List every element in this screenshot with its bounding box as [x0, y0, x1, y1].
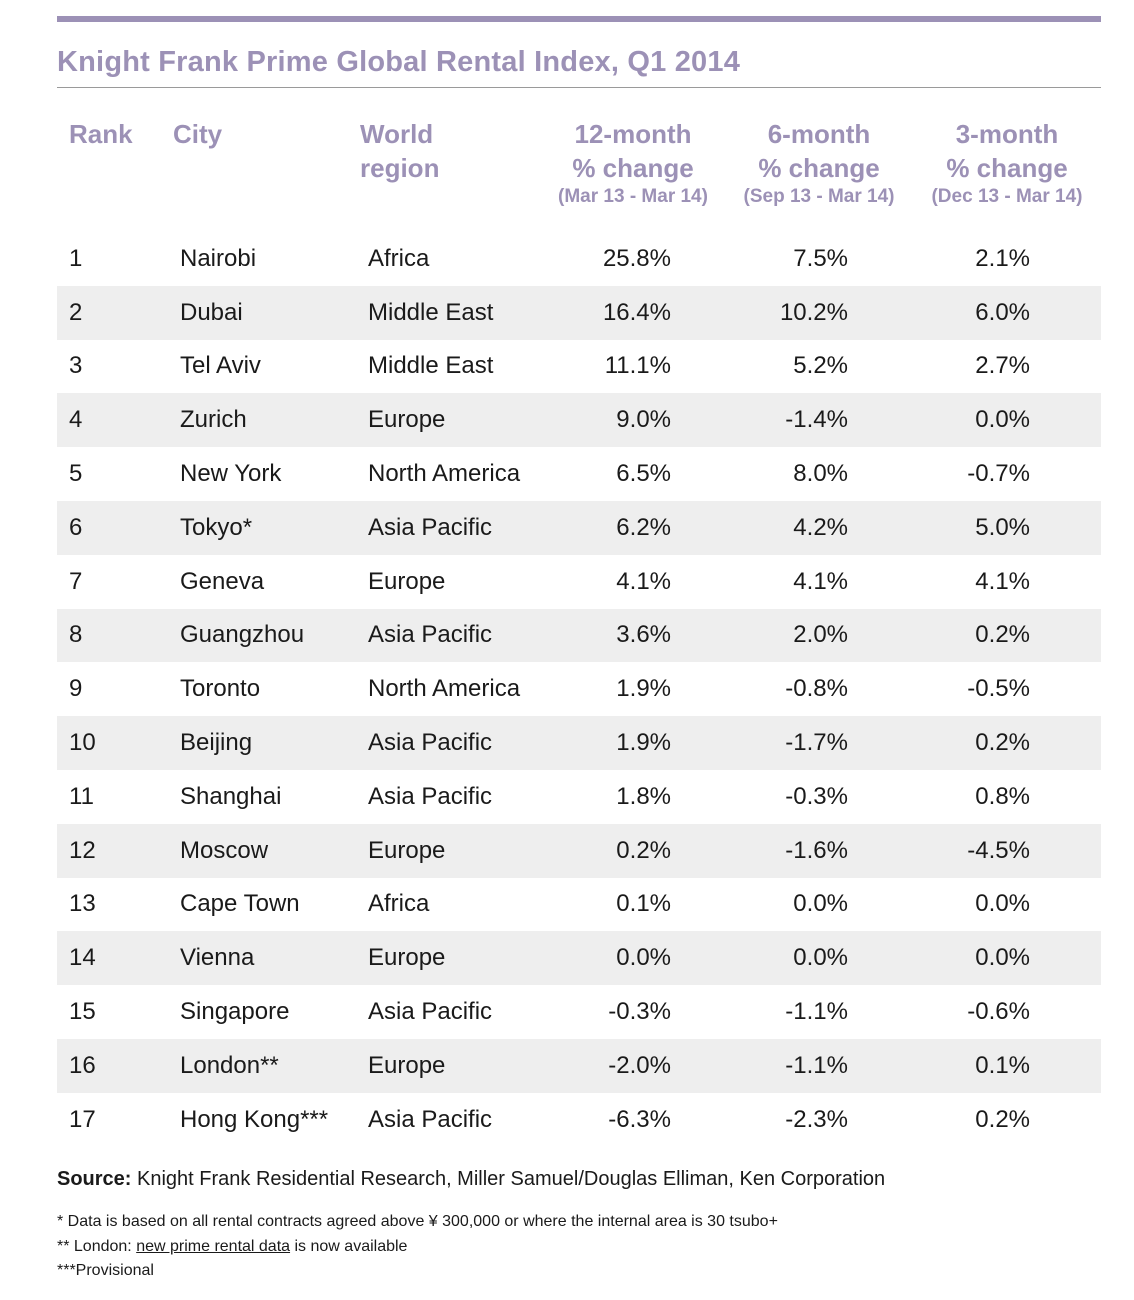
- cell-12-month-change: 25.8%: [602, 244, 671, 272]
- cell-3-month-change: 5.0%: [975, 513, 1030, 541]
- table-row: [57, 878, 1101, 932]
- cell-3-month-change: 0.8%: [975, 782, 1030, 810]
- cell-6-month-change: -0.3%: [785, 782, 848, 810]
- cell-12-month-change: 11.1%: [604, 352, 671, 380]
- cell-city: Geneva: [180, 567, 265, 595]
- cell-12-month-change: 1.9%: [616, 729, 671, 757]
- cell-3-month-change: -0.6%: [967, 998, 1030, 1026]
- header-3-range: (Dec 13 - Mar 14): [931, 186, 1083, 207]
- header-3-line2: % change: [946, 153, 1068, 183]
- source-note: [57, 1168, 885, 1191]
- cell-city: Cape Town: [180, 890, 300, 918]
- cell-region: Middle East: [368, 298, 494, 326]
- cell-3-month-change: 0.0%: [975, 406, 1030, 434]
- table-row: [57, 340, 1101, 394]
- page-title: Knight Frank Prime Global Rental Index, Q1 2014: [57, 46, 741, 78]
- cell-rank: 12: [69, 836, 96, 864]
- cell-3-month-change: -0.5%: [967, 675, 1030, 703]
- cell-region: Europe: [368, 1051, 446, 1079]
- cell-6-month-change: 0.0%: [793, 944, 848, 972]
- cell-6-month-change: -1.1%: [785, 1051, 848, 1079]
- cell-region: Europe: [368, 567, 446, 595]
- cell-6-month-change: 10.2%: [779, 298, 848, 326]
- cell-3-month-change: 0.0%: [975, 944, 1030, 972]
- cell-city: Toronto: [180, 675, 261, 703]
- cell-12-month-change: -6.3%: [608, 1105, 671, 1133]
- cell-region: Europe: [368, 406, 446, 434]
- cell-city: Hong Kong***: [180, 1105, 329, 1133]
- cell-6-month-change: 4.2%: [793, 513, 848, 541]
- cell-12-month-change: 4.1%: [616, 567, 671, 595]
- cell-3-month-change: -4.5%: [967, 836, 1030, 864]
- cell-rank: 3: [69, 352, 83, 380]
- cell-rank: 14: [69, 944, 96, 972]
- cell-12-month-change: 0.1%: [616, 890, 671, 918]
- cell-city: Nairobi: [180, 244, 257, 272]
- title-divider: [57, 87, 1101, 88]
- cell-rank: 11: [69, 782, 94, 810]
- rental-index-table: [57, 232, 1101, 1147]
- cell-6-month-change: 4.1%: [793, 567, 848, 595]
- cell-6-month-change: 5.2%: [793, 352, 848, 380]
- table-row: [57, 1093, 1101, 1147]
- cell-12-month-change: 0.2%: [616, 836, 671, 864]
- cell-6-month-change: 7.5%: [793, 244, 848, 272]
- header-region-line1: World: [360, 119, 434, 149]
- cell-3-month-change: 0.2%: [975, 621, 1030, 649]
- cell-rank: 8: [69, 621, 83, 649]
- cell-city: Guangzhou: [180, 621, 305, 649]
- header-12-month: [550, 117, 716, 209]
- header-3-month: [924, 117, 1090, 209]
- cell-city: Singapore: [180, 998, 290, 1026]
- cell-region: North America: [368, 675, 521, 703]
- table-row: [57, 985, 1101, 1039]
- cell-region: Asia Pacific: [368, 513, 493, 541]
- header-6-line2: % change: [758, 153, 880, 183]
- cell-6-month-change: -1.1%: [785, 998, 848, 1026]
- cell-12-month-change: 6.5%: [616, 460, 671, 488]
- cell-rank: 16: [69, 1051, 96, 1079]
- cell-12-month-change: 3.6%: [616, 621, 671, 649]
- header-region: [360, 117, 439, 185]
- cell-rank: 6: [69, 513, 83, 541]
- cell-rank: 15: [69, 998, 96, 1026]
- cell-city: Dubai: [180, 298, 243, 326]
- cell-6-month-change: -0.8%: [785, 675, 848, 703]
- cell-region: Asia Pacific: [368, 998, 493, 1026]
- cell-rank: 5: [69, 460, 83, 488]
- cell-city: Tokyo*: [180, 513, 253, 541]
- cell-12-month-change: 0.0%: [616, 944, 671, 972]
- cell-6-month-change: -1.6%: [785, 836, 848, 864]
- cell-rank: 13: [69, 890, 96, 918]
- table-row: [57, 931, 1101, 985]
- cell-12-month-change: -2.0%: [608, 1051, 671, 1079]
- header-12-line1: 12-month: [574, 119, 692, 149]
- table-row: [57, 555, 1101, 609]
- cell-6-month-change: -1.4%: [785, 406, 848, 434]
- header-city: City: [173, 119, 223, 149]
- table-row: [57, 1039, 1101, 1093]
- cell-12-month-change: 16.4%: [602, 298, 671, 326]
- cell-12-month-change: 9.0%: [616, 406, 671, 434]
- header-6-line1: 6-month: [767, 119, 871, 149]
- table-row: [57, 393, 1101, 447]
- cell-6-month-change: -1.7%: [785, 729, 848, 757]
- cell-region: North America: [368, 460, 521, 488]
- cell-3-month-change: -0.7%: [967, 460, 1030, 488]
- cell-region: Asia Pacific: [368, 729, 493, 757]
- header-rank: Rank: [69, 119, 133, 149]
- table-row: [57, 824, 1101, 878]
- header-region-line2: region: [360, 153, 440, 183]
- cell-rank: 1: [69, 244, 83, 272]
- cell-city: Moscow: [180, 836, 269, 864]
- cell-6-month-change: 2.0%: [793, 621, 848, 649]
- top-rule: [57, 16, 1101, 22]
- source-label: Source:: [57, 1168, 132, 1190]
- table-row: [57, 232, 1101, 286]
- cell-rank: 17: [69, 1105, 96, 1133]
- header-6-range: (Sep 13 - Mar 14): [743, 186, 895, 207]
- cell-region: Asia Pacific: [368, 782, 493, 810]
- footnote-tokyo: * Data is based on all rental contracts agreed above ¥ 300,000 or where the internal area is 30 tsubo+: [57, 1213, 778, 1230]
- cell-city: Zurich: [180, 406, 247, 434]
- cell-rank: 2: [69, 298, 83, 326]
- header-12-line2: % change: [572, 153, 694, 183]
- footnote-provisional: ***Provisional: [57, 1262, 154, 1279]
- cell-6-month-change: -2.3%: [785, 1105, 848, 1133]
- table-row: [57, 609, 1101, 663]
- table-row: [57, 716, 1101, 770]
- footnote-london-prefix: ** London:: [57, 1238, 137, 1255]
- table-row: [57, 770, 1101, 824]
- cell-region: Europe: [368, 944, 446, 972]
- cell-3-month-change: 2.1%: [975, 244, 1030, 272]
- table-row: [57, 662, 1101, 716]
- header-6-month: [736, 117, 902, 209]
- footnote-london: [57, 1238, 407, 1256]
- cell-region: Asia Pacific: [368, 1105, 493, 1133]
- cell-3-month-change: 4.1%: [975, 567, 1030, 595]
- cell-3-month-change: 6.0%: [975, 298, 1030, 326]
- table-row: [57, 286, 1101, 340]
- cell-3-month-change: 2.7%: [975, 352, 1030, 380]
- cell-city: London**: [180, 1051, 279, 1079]
- cell-12-month-change: 1.8%: [616, 782, 671, 810]
- cell-city: Beijing: [180, 729, 253, 757]
- cell-12-month-change: 6.2%: [616, 513, 671, 541]
- cell-region: Africa: [368, 244, 430, 272]
- footnote-london-suffix: is now available: [290, 1238, 408, 1255]
- table-row: [57, 501, 1101, 555]
- cell-6-month-change: 0.0%: [793, 890, 848, 918]
- cell-city: New York: [180, 460, 282, 488]
- header-12-range: (Mar 13 - Mar 14): [558, 186, 708, 207]
- cell-city: Vienna: [180, 944, 255, 972]
- table-row: [57, 447, 1101, 501]
- cell-rank: 9: [69, 675, 83, 703]
- new-prime-rental-data-link[interactable]: new prime rental data: [136, 1238, 291, 1255]
- cell-12-month-change: -0.3%: [608, 998, 671, 1026]
- cell-3-month-change: 0.0%: [975, 890, 1030, 918]
- cell-rank: 10: [69, 729, 96, 757]
- cell-region: Asia Pacific: [368, 621, 493, 649]
- cell-rank: 7: [69, 567, 83, 595]
- cell-12-month-change: 1.9%: [616, 675, 671, 703]
- source-text: Knight Frank Residential Research, Miller Samuel/Douglas Elliman, Ken Corporation: [131, 1168, 886, 1190]
- cell-region: Africa: [368, 890, 430, 918]
- header-3-line1: 3-month: [955, 119, 1059, 149]
- cell-3-month-change: 0.1%: [975, 1051, 1030, 1079]
- cell-rank: 4: [69, 406, 83, 434]
- cell-3-month-change: 0.2%: [975, 729, 1030, 757]
- cell-region: Europe: [368, 836, 446, 864]
- cell-3-month-change: 0.2%: [975, 1105, 1030, 1133]
- cell-6-month-change: 8.0%: [793, 460, 848, 488]
- cell-city: Tel Aviv: [180, 352, 261, 380]
- cell-region: Middle East: [368, 352, 494, 380]
- cell-city: Shanghai: [180, 782, 282, 810]
